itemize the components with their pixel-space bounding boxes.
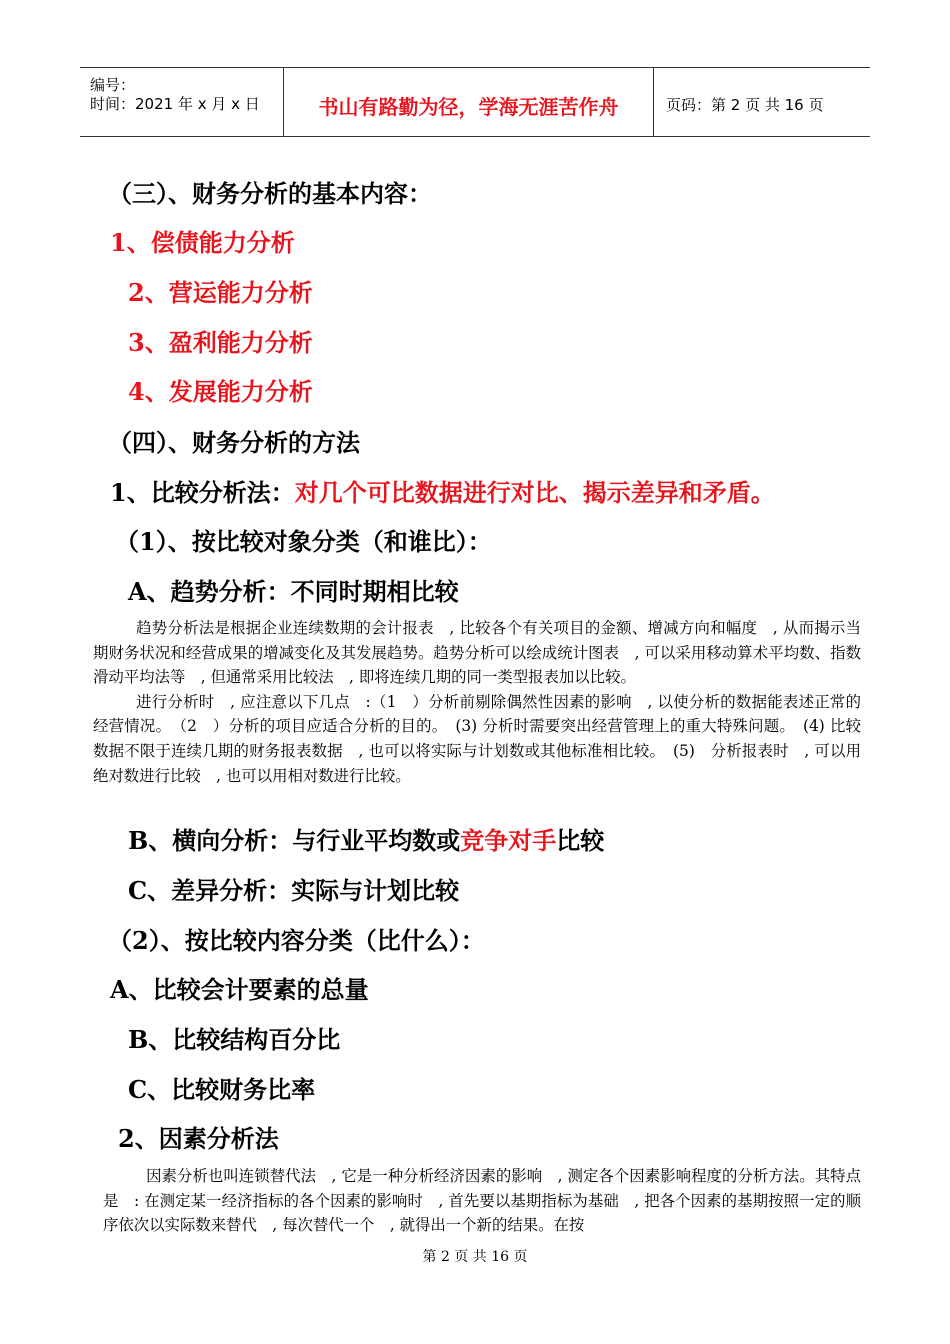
item-profitability: 3、盈利能力分析 bbox=[128, 328, 313, 357]
doc-date-label: 时间：2021 年 x 月 x 日 bbox=[90, 95, 260, 113]
variance-analysis-heading: C、差异分析：实际与计划比较 bbox=[128, 876, 460, 905]
trend-paragraphs bbox=[93, 616, 861, 788]
factor-paragraph-box bbox=[103, 1164, 861, 1238]
section3-title: （三）、财务分析的基本内容： bbox=[108, 179, 432, 208]
page-footer: 第 2 页 共 16 页 bbox=[422, 1249, 528, 1265]
horizontal-competitor: 竞争对手 bbox=[460, 826, 557, 855]
compare-structure-heading: B、比较结构百分比 bbox=[128, 1025, 341, 1054]
method1-prefix: 1、比较分析法： bbox=[110, 478, 295, 507]
trend-analysis-heading: A、趋势分析：不同时期相比较 bbox=[128, 577, 459, 606]
header-motto: 书山有路勤为径，学海无涯苦作舟 bbox=[318, 95, 619, 119]
item-operation: 2、营运能力分析 bbox=[128, 278, 313, 307]
trend-paragraph: 趋势分析法是根据企业连续数期的会计报表 , 比较各个有关项目的金额、增减方向和幅度 , 从而揭示当期财务状况和经营成果的增减变化及其发展趋势。趋势分析可以绘成统计图表 , 可以采用移动算术平均数、指数滑动平均法等 , 但通常采用比较法 , 即将连续几期的同一类型报表加以比较。 bbox=[93, 619, 861, 687]
method1-heading bbox=[110, 478, 775, 508]
header-meta-cell bbox=[80, 68, 284, 136]
page-header bbox=[80, 67, 870, 137]
item-development: 4、发展能力分析 bbox=[128, 377, 313, 406]
factor-paragraph: 因素分析也叫连锁替代法 , 它是一种分析经济因素的影响 , 测定各个因素影响程度的分析方法。其特点是 : 在测定某一经济指标的各个因素的影响时 , 首先要以基期指标为基础 , 把各个因素的基期按照一定的顺序依次以实际数来替代 , 每次替代一个 , 就得出一个新的结果。在按 bbox=[103, 1167, 861, 1235]
horizontal-analysis-heading bbox=[128, 826, 604, 856]
horizontal-prefix: B、横向分析：与行业平均数或 bbox=[128, 826, 461, 855]
header-page-cell bbox=[653, 68, 871, 136]
header-motto-cell bbox=[284, 68, 653, 136]
header-page-info: 页码：第 2 页 共 16 页 bbox=[666, 96, 824, 114]
compare-ratio-heading: C、比较财务比率 bbox=[128, 1075, 316, 1104]
sub1-title: （1）、按比较对象分类（和谁比）： bbox=[115, 527, 492, 556]
sub2-title: （2）、按比较内容分类（比什么）： bbox=[108, 926, 485, 955]
method1-description: 对几个可比数据进行对比、揭示差异和矛盾。 bbox=[294, 478, 775, 507]
doc-number-label: 编号： bbox=[90, 76, 136, 94]
compare-total-heading: A、比较会计要素的总量 bbox=[110, 975, 369, 1004]
section4-title: （四）、财务分析的方法 bbox=[108, 428, 360, 457]
item-solvency: 1、偿债能力分析 bbox=[110, 228, 295, 257]
notes-paragraph: 进行分析时 , 应注意以下几点 :（1 ）分析前剔除偶然性因素的影响 , 以使分析的数据能表述正常的经营情况。 （2 ）分析的项目应适合分析的目的。 (3) 分析时需要突出经营管理上的重大特殊问题。 (4) 比较数据不限于连续几期的财务报表数据 , 也可以将实际与计划数或其他标准相比较。 (5) 分析报表时 , 可以用绝对数进行比较 , 也可以用相对数进行比较。 bbox=[93, 692, 861, 785]
method2-heading: 2、因素分析法 bbox=[118, 1124, 279, 1153]
horizontal-suffix: 比较 bbox=[556, 826, 605, 855]
